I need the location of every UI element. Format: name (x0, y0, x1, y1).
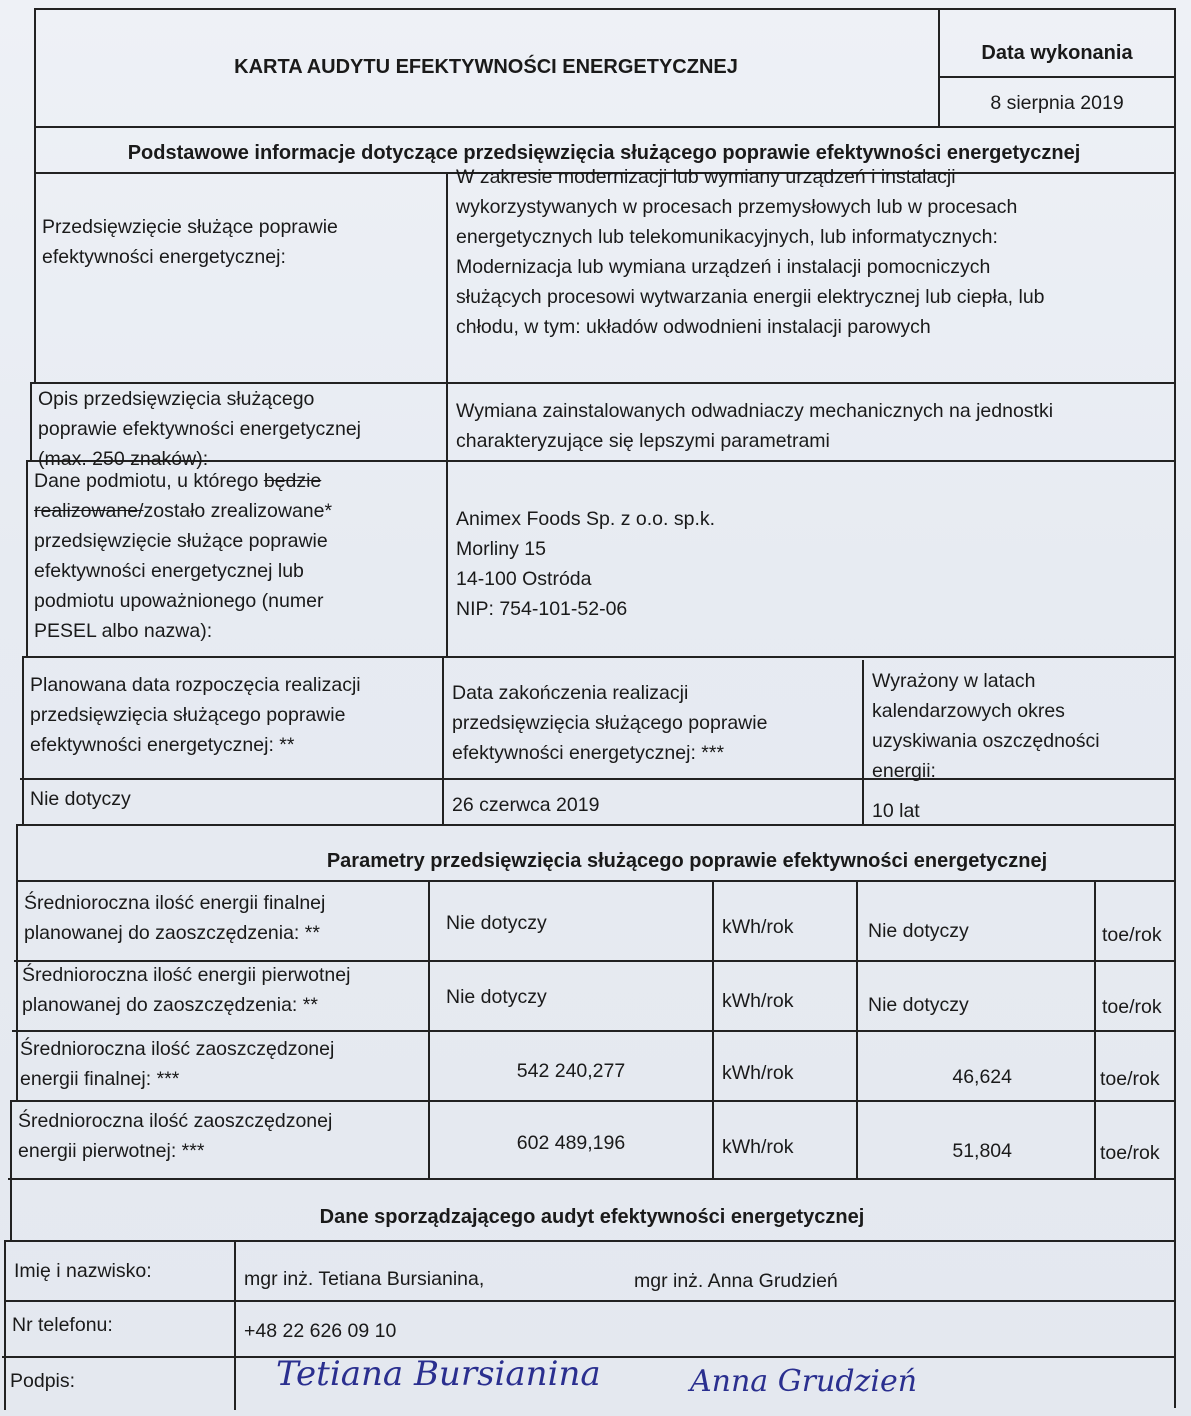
text-line: planowanej do zaoszczędzenia: ** (24, 922, 320, 944)
text-line: chłodu, w tym: układów odwodnieni instalacji parowych (456, 316, 931, 338)
param-label (16, 958, 428, 1022)
param-kwh-value: 602 489,196 (516, 1132, 626, 1154)
param-kwh-value: 542 240,277 (516, 1060, 626, 1082)
text-line (34, 496, 440, 526)
text-line: Animex Foods Sp. z o.o. sp.k. (456, 508, 716, 530)
text-line: Modernizacja lub wymiana urządzeń i instalacji pomocniczych (456, 256, 991, 278)
text-line: Opis przedsięwzięcia służącego (38, 388, 315, 410)
param-label (12, 1104, 428, 1168)
rule (234, 1240, 236, 1410)
card-title: KARTA AUDYTU EFEKTYWNOŚCI ENERGETYCZNEJ (234, 56, 738, 78)
entity-label (28, 464, 446, 648)
param-toe-value: 51,804 (952, 1140, 1012, 1162)
text-line: efektywności energetycznej: *** (452, 742, 725, 764)
text-line: W zakresie modernizacji lub wymiany urządzeń i instalacji (456, 166, 956, 188)
savings-period-label (864, 664, 1174, 788)
text-line: efektywności energetycznej: (42, 246, 286, 268)
text-line: charakteryzujące się lepszymi parametrami (456, 430, 830, 452)
savings-period-value: 10 lat (872, 800, 920, 822)
text-line: Średnioroczna ilość zaoszczędzonej (20, 1038, 335, 1060)
param-label (14, 1032, 428, 1096)
struck-text: realizowane/ (34, 500, 144, 522)
end-date-label (444, 676, 862, 770)
param-label (18, 886, 428, 950)
text-line: efektywności energetycznej: ** (30, 734, 295, 756)
param-toe-value: Nie dotyczy (868, 994, 969, 1016)
date-value: 8 sierpnia 2019 (990, 92, 1124, 114)
param-kwh-unit: kWh/rok (722, 990, 794, 1012)
text-line: Data zakończenia realizacji (452, 682, 689, 704)
rule (22, 656, 1175, 658)
description-label (32, 382, 446, 476)
text-line: poprawie efektywności energetycznej (38, 418, 362, 440)
text-line: Średnioroczna ilość zaoszczędzonej (18, 1110, 333, 1132)
struck-text: będzie (263, 470, 322, 492)
text-line: przedsięwzięcia służącego poprawie (30, 704, 346, 726)
text-line: Średnioroczna ilość energii finalnej (24, 892, 326, 914)
start-date-label (24, 668, 442, 762)
phone-label: Nr telefonu: (12, 1314, 113, 1336)
text-line: uzyskiwania oszczędności (872, 730, 1100, 752)
signature-label: Podpis: (10, 1370, 76, 1392)
name-value-2: mgr inż. Anna Grudzień (634, 1270, 838, 1292)
section-heading: Dane sporządzającego audyt efektywności energetycznej (319, 1206, 865, 1228)
text-line: Planowana data rozpoczęcia realizacji (30, 674, 361, 696)
text-line: planowanej do zaoszczędzenia: ** (22, 994, 318, 1016)
description-value (448, 394, 1174, 458)
start-date-value: Nie dotyczy (30, 788, 131, 810)
text-line: PESEL albo nazwa): (34, 620, 213, 642)
text-line: energii pierwotnej: *** (18, 1140, 205, 1162)
param-toe-unit: toe/rok (1100, 1068, 1160, 1090)
param-toe-unit: toe/rok (1102, 996, 1162, 1018)
project-value (448, 160, 1174, 344)
text-span: Dane podmiotu, u którego (34, 470, 264, 492)
text-line: wykorzystywanych w procesach przemysłowych lub w procesach (456, 196, 1018, 218)
text-line: Morliny 15 (456, 538, 546, 560)
signature-2: Anna Grudzień (690, 1364, 918, 1399)
rule (712, 880, 714, 1178)
text-line: przedsięwzięcie służące poprawie (34, 530, 328, 552)
rule (1174, 8, 1176, 1408)
text-line: Przedsięwzięcie służące poprawie (42, 216, 338, 238)
param-kwh-unit: kWh/rok (722, 1062, 794, 1084)
text-line: przedsięwzięcia służącego poprawie (452, 712, 768, 734)
param-toe-value: Nie dotyczy (868, 920, 969, 942)
param-toe-unit: toe/rok (1100, 1142, 1160, 1164)
param-toe-value: 46,624 (952, 1066, 1012, 1088)
param-kwh-unit: kWh/rok (722, 916, 794, 938)
rule (34, 126, 1175, 128)
text-line: energii: (872, 760, 936, 782)
text-line: Wymiana zainstalowanych odwadniaczy mechanicznych na jednostki (456, 400, 1054, 422)
text-span: zostało zrealizowane* (143, 500, 333, 522)
text-line: Średnioroczna ilość energii pierwotnej (22, 964, 351, 986)
rule (6, 1240, 1175, 1242)
name-value-1: mgr inż. Tetiana Bursianina, (244, 1268, 485, 1290)
text-line: kalendarzowych okres (872, 700, 1065, 722)
text-line: 14-100 Ostróda (456, 568, 592, 590)
rule (34, 8, 1175, 10)
section-heading: Parametry przedsięwzięcia służącego poprawie efektywności energetycznej (326, 850, 1048, 872)
rule (16, 880, 1175, 882)
rule (4, 1300, 1175, 1302)
text-line: energetycznych lub telekomunikacyjnych, lub informatycznych: (456, 226, 998, 248)
text-line: Wyrażony w latach (872, 670, 1036, 692)
rule (1094, 880, 1096, 1178)
text-line: służących procesowi wytwarzania energii elektrycznej lub ciepła, lub (456, 286, 1045, 308)
param-kwh-value: Nie dotyczy (446, 912, 547, 934)
param-kwh-value: Nie dotyczy (446, 986, 547, 1008)
text-line: (max. 250 znaków): (38, 448, 209, 470)
text-line: energii finalnej: *** (20, 1068, 180, 1090)
text-line: NIP: 754-101-52-06 (456, 598, 628, 620)
param-kwh-unit: kWh/rok (722, 1136, 794, 1158)
date-label: Data wykonania (981, 42, 1133, 64)
entity-value (448, 502, 1174, 626)
phone-value: +48 22 626 09 10 (244, 1320, 397, 1342)
section-heading: Podstawowe informacje dotyczące przedsięwzięcia służącego poprawie efektywności energetycznej (127, 142, 1081, 164)
text-line (34, 466, 440, 496)
rule (10, 1100, 1175, 1102)
param-toe-unit: toe/rok (1102, 924, 1162, 946)
end-date-value: 26 czerwca 2019 (452, 794, 600, 816)
project-label (36, 210, 446, 274)
signature-1: Tetiana Bursianina (276, 1354, 601, 1394)
text-line: efektywności energetycznej lub (34, 560, 304, 582)
rule (938, 76, 1175, 78)
rule (8, 1178, 1175, 1180)
name-label: Imię i nazwisko: (14, 1260, 152, 1282)
text-line: podmiotu upoważnionego (numer (34, 590, 324, 612)
